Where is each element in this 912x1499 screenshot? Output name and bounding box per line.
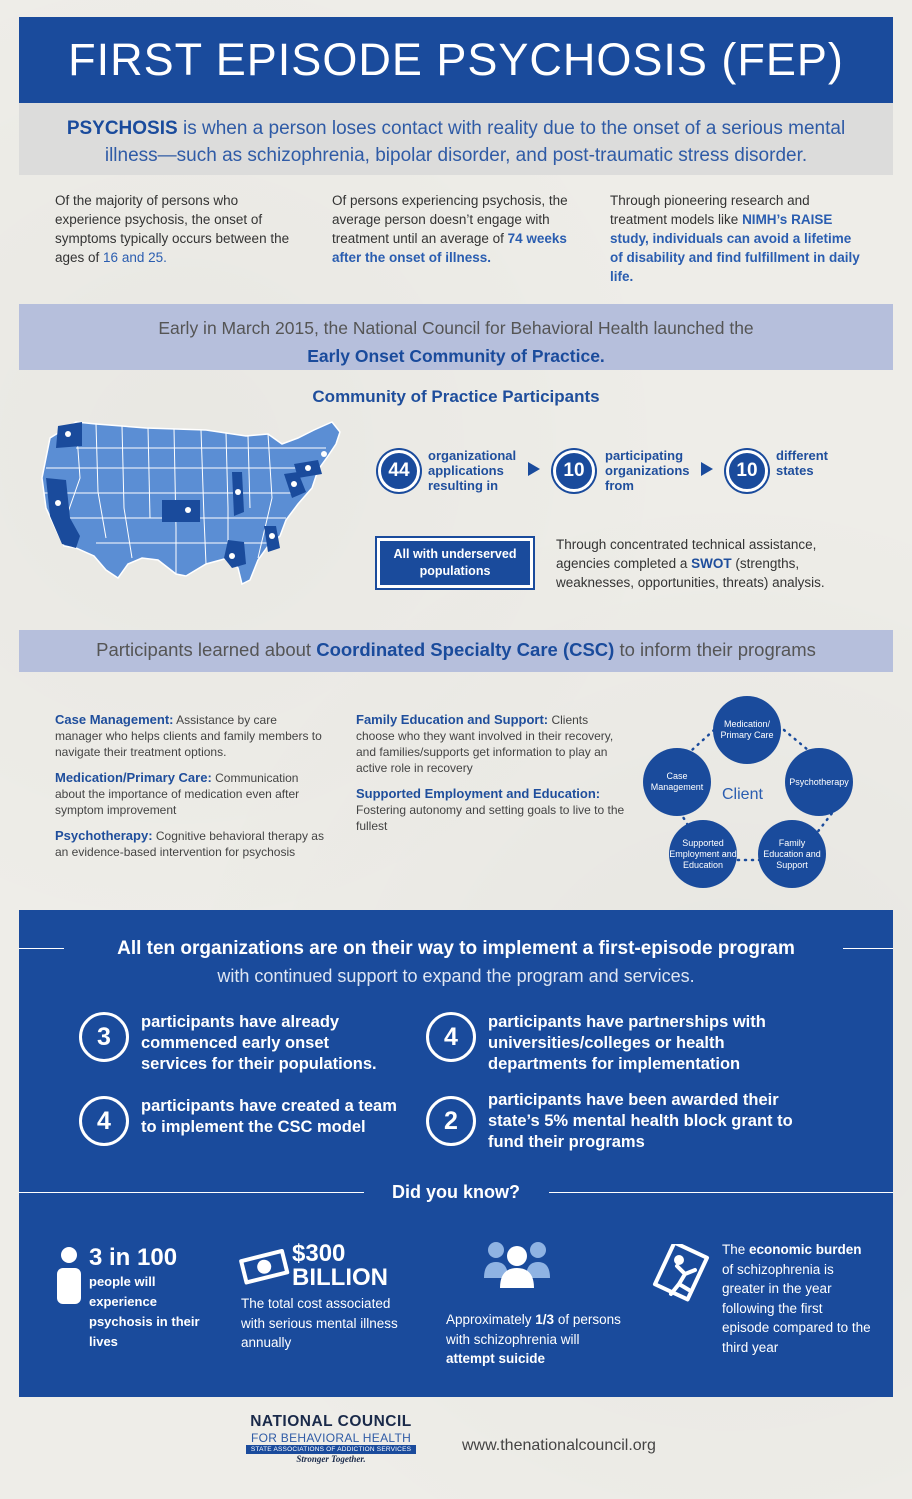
flow-label-line: resulting in <box>428 478 499 493</box>
swot-text <box>556 535 866 592</box>
csc-band-post: to inform their programs <box>614 639 816 660</box>
fact-onset-age <box>55 191 300 267</box>
fact-suicide <box>446 1310 626 1369</box>
flow-label-line: applications <box>428 463 504 478</box>
stat-text: participants have been awarded their state’s 5% mental health block grant to fund their programs <box>488 1091 793 1151</box>
implementation-section <box>19 910 893 1397</box>
fact-text-end: of illness. <box>425 250 492 265</box>
underserved-line1: All with underserved <box>393 547 517 561</box>
flow-label-line: different <box>776 448 828 463</box>
fact-text: of schizophrenia is greater in the year following the first episode compared to the third year <box>722 1261 871 1355</box>
csc-band <box>19 630 893 672</box>
fact-74-weeks <box>332 191 572 267</box>
flow-label-line: participating <box>605 448 684 463</box>
csc-item-case-management <box>55 712 327 760</box>
cop-title: Community of Practice Participants <box>312 387 600 406</box>
ring-center-client: Client <box>722 786 763 803</box>
csc-item-text: Cognitive behavioral therapy as an evidence-based intervention for psychosis <box>55 829 324 859</box>
launch-line: Early in March 2015, the National Council for Behavioral Health launched the <box>158 318 754 338</box>
applications-count: 44 <box>378 450 420 492</box>
csc-column-2 <box>356 712 626 844</box>
fact-highlight: 74 weeks after the onset <box>332 231 567 265</box>
launch-program-name: Early Onset Community of Practice. <box>307 346 605 366</box>
underserved-line2: populations <box>419 564 491 578</box>
csc-item-heading: Supported Employment and Education: <box>356 786 601 801</box>
csc-item-text: Clients choose who they want involved in their recovery, and families/supports get information to play an active role in recovery <box>356 713 614 775</box>
underserved-badge <box>377 538 533 588</box>
flow-label-line: organizations <box>605 463 690 478</box>
flow-label-line: states <box>776 463 814 478</box>
fact-highlight: 16 and 25. <box>103 250 167 265</box>
fact-big-number: 3 in 100 <box>89 1244 178 1271</box>
swot-post: (strengths, weaknesses, opportunities, threats) analysis. <box>556 556 825 590</box>
stat-text: participants have created a team to implement the CSC model <box>141 1097 397 1136</box>
stat-number: 4 <box>79 1096 129 1146</box>
fact-3-in-100 <box>89 1246 219 1352</box>
csc-band-pre: Participants learned about <box>96 639 317 660</box>
psychosis-term: PSYCHOSIS <box>66 118 178 139</box>
stat-text: participants have partnerships with universities/colleges or health departments for implementation <box>488 1013 766 1073</box>
fact-economic-burden <box>722 1240 872 1357</box>
logo-subtitle: FOR BEHAVIORAL HEALTH <box>250 1431 412 1445</box>
money-icon <box>235 1246 291 1286</box>
page-title: FIRST EPISODE PSYCHOSIS (FEP) <box>19 17 893 103</box>
node-medication: Medication/ Primary Care <box>713 696 781 764</box>
fact-raise-study <box>610 191 860 286</box>
node-family-education: Family Education and Support <box>758 820 826 888</box>
person-icon <box>55 1246 83 1306</box>
csc-band-highlight: Coordinated Specialty Care (CSC) <box>316 639 615 660</box>
fact-highlight: attempt suicide <box>446 1351 546 1366</box>
organizations-count: 10 <box>553 450 595 492</box>
fact-300-billion-caption: The total cost associated with serious mental illness annually <box>241 1296 398 1350</box>
fact-text-end: study, individuals can avoid a lifetime of disability and find fulfillment in daily life. <box>610 231 860 284</box>
csc-column-1 <box>55 712 327 870</box>
fact-text: Approximately <box>446 1312 536 1327</box>
states-count: 10 <box>726 450 768 492</box>
fact-text: The <box>722 1242 750 1257</box>
node-case-management: Case Management <box>643 748 711 816</box>
csc-ring-diagram <box>640 692 860 892</box>
logo-tagline: Stronger Together. <box>296 1454 366 1464</box>
applications-label <box>428 448 516 493</box>
facts-row <box>55 191 865 291</box>
node-supported-employment: Supported Employment and Education <box>669 820 737 888</box>
definition-line1: is when a person loses contact with reality due to the onset of a serious mental <box>177 118 846 139</box>
implementation-heading <box>19 938 893 987</box>
launch-band <box>19 304 893 370</box>
csc-item-employment <box>356 786 626 834</box>
fact-big-number: $300 <box>292 1240 346 1267</box>
node-psychotherapy: Psychotherapy <box>785 748 853 816</box>
group-icon <box>482 1238 552 1290</box>
flow-arrow-icon <box>701 462 713 476</box>
flow-label-line: from <box>605 478 634 493</box>
fact-highlight: NIMH’s RAISE <box>742 212 833 227</box>
csc-item-heading: Case Management: <box>55 712 174 727</box>
us-map-illustration <box>36 408 348 588</box>
csc-item-family-education <box>356 712 626 776</box>
fact-big-number-unit: BILLION <box>292 1264 388 1291</box>
stat-number: 4 <box>426 1012 476 1062</box>
csc-item-text: Communication about the importance of medication even after symptom improvement <box>55 771 300 817</box>
implementation-heading-line1: All ten organizations are on their way to implement a first-episode program <box>117 938 795 959</box>
national-council-logo <box>246 1413 416 1464</box>
csc-item-text: Assistance by care manager who helps clients and family members to navigate their treatment options. <box>55 713 322 759</box>
csc-item-psychotherapy <box>55 828 327 860</box>
fact-text: Of the majority of persons who experience psychosis, the onset of symptoms typically occurs between the ages of <box>55 193 290 265</box>
fact-text: Through pioneering research and treatment models like <box>610 193 810 227</box>
stat-number: 3 <box>79 1012 129 1062</box>
csc-item-heading: Family Education and Support: <box>356 712 549 727</box>
participants-flow <box>378 448 858 498</box>
organizations-label <box>605 448 690 493</box>
states-label <box>776 448 828 478</box>
logo-banner: STATE ASSOCIATIONS OF ADDICTION SERVICES <box>246 1445 416 1454</box>
did-you-know-heading: Did you know? <box>392 1182 520 1202</box>
definition-line2: illness—such as schizophrenia, bipolar disorder, and post-traumatic stress disorder. <box>104 145 808 166</box>
fact-text: of persons with schizophrenia will <box>446 1312 621 1347</box>
logo-name: NATIONAL COUNCIL <box>250 1413 412 1430</box>
psychosis-definition <box>19 103 893 175</box>
fact-highlight: economic burden <box>749 1242 862 1257</box>
csc-item-medication <box>55 770 327 818</box>
fact-300-billion-heading <box>292 1242 388 1290</box>
csc-item-heading: Medication/Primary Care: <box>55 770 212 785</box>
csc-item-heading: Psychotherapy: <box>55 828 153 843</box>
csc-item-text: Fostering autonomy and setting goals to live to the fullest <box>356 803 625 833</box>
swot-pre: Through concentrated technical assistance, agencies completed a <box>556 537 817 571</box>
flow-label-line: organizational <box>428 448 517 463</box>
implementation-heading-line2: with continued support to expand the program and services. <box>217 966 695 986</box>
fact-text: Of persons experiencing psychosis, the average person doesn’t engage with treatment until an average of <box>332 193 568 246</box>
fact-highlight: 1/3 <box>535 1312 555 1327</box>
burden-figure-icon <box>649 1244 713 1304</box>
swot-highlight: SWOT <box>691 556 732 571</box>
flow-arrow-icon <box>528 462 540 476</box>
website-link[interactable]: www.thenationalcouncil.org <box>462 1437 656 1454</box>
stat-text: participants have already commenced early onset services for their populations. <box>141 1013 377 1073</box>
fact-caption: people will experience psychosis in their lives <box>89 1274 200 1349</box>
stat-number: 2 <box>426 1096 476 1146</box>
